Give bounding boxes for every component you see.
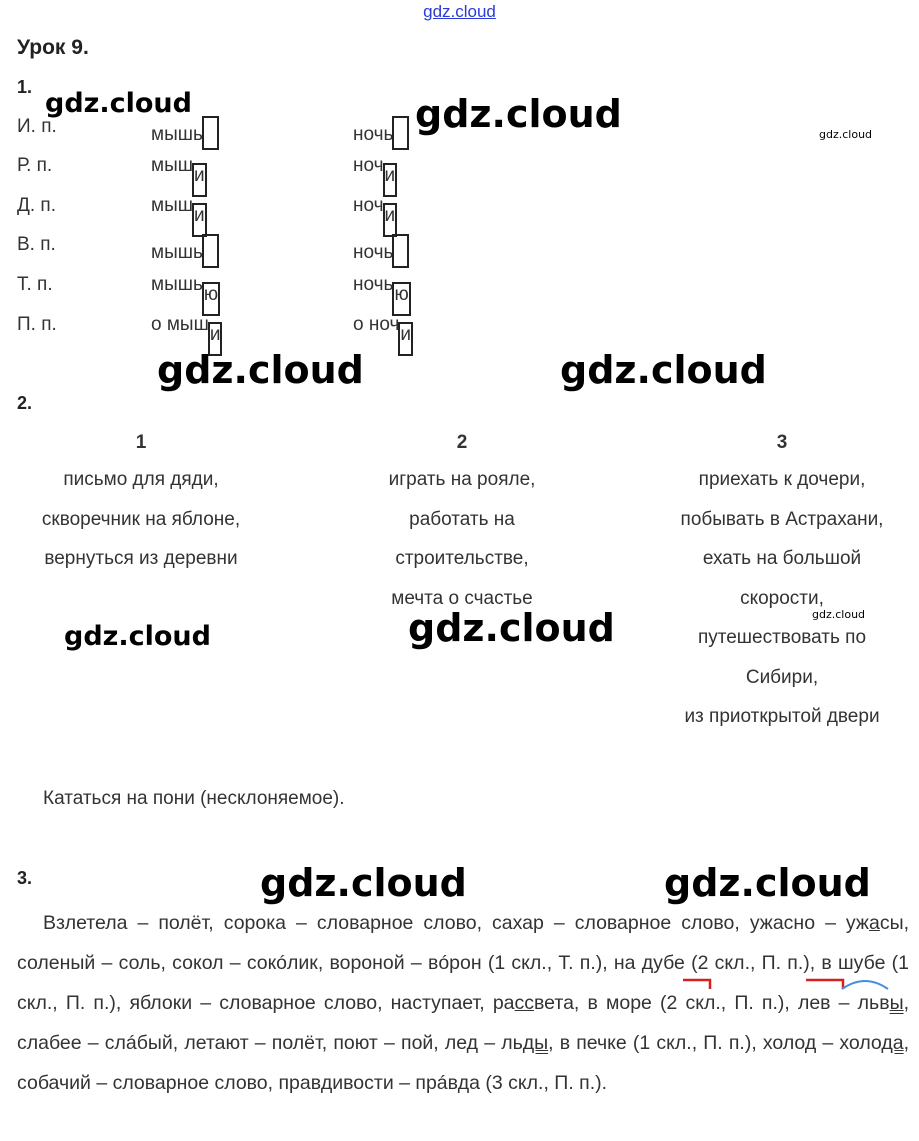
ending-box: и (192, 203, 207, 237)
ending-box: ю (202, 282, 220, 316)
prefix-mark (683, 980, 710, 989)
word-night: ночи (353, 195, 397, 237)
underlined-letter: да (881, 1032, 904, 1054)
ending-box: и (383, 203, 398, 237)
ending-box (202, 234, 219, 268)
ending-box (202, 116, 219, 150)
root-mark (842, 981, 888, 989)
task3-paragraph: Взлетела – полёт, сорока – словарное слово, сахар – словарное слово, ужасно – ужасы, соленый – соль, сокол – сокóлик, вороной – вóрон (1 скл., Т. п.), на дубе (2 скл., П. п.), в шубе (1 скл., П. п.), яблоки – словарное слово, наступает, рассвета, в море (2 скл., П. п.), лев – львы, слабее – слáбый, летают – полёт, поют – пой, лед – льды, в печке (1 скл., П. п.), холод – холода, собачий – словарное слово, правдивости – прáвда (3 скл., П. п.). (17, 912, 909, 1094)
ending-box (392, 116, 409, 150)
watermark: gdz.cloud (260, 861, 467, 905)
word-mouse: мыши (151, 195, 207, 237)
case-label: Т. п. (17, 274, 53, 295)
watermark: gdz.cloud (819, 128, 873, 141)
word-night: ночь (353, 234, 409, 268)
underlined-letter: ы (889, 992, 904, 1014)
word-mouse: о мыши (151, 314, 222, 356)
ending-box: и (192, 163, 207, 197)
case-label: В. п. (17, 234, 56, 255)
phrase: ехать на большой (702, 548, 862, 569)
prefix-mark (806, 980, 843, 989)
phrase: путешествовать по (697, 627, 867, 648)
word-night: ночи (353, 155, 397, 197)
watermark: gdz.cloud (408, 606, 615, 650)
watermark: gdz.cloud (64, 621, 211, 652)
phrase: побывать в Астрахани, (680, 508, 884, 530)
word-mouse: мыши (151, 155, 207, 197)
ending-box: ю (392, 282, 410, 316)
phrase: приехать к дочери, (698, 469, 866, 490)
word-mouse: мышь (151, 234, 219, 268)
ending-box (392, 234, 409, 268)
phrase: скорости, (740, 587, 824, 609)
phrase: из приоткрытой двери (684, 706, 880, 727)
case-label: П. п. (17, 314, 57, 335)
task2-number: 2. (17, 393, 33, 413)
word-mouse: мышь (151, 116, 219, 150)
lesson-title: Урок 9. (17, 36, 89, 59)
phrase: играть на рояле, (388, 469, 536, 490)
phrase: мечта о счастье (391, 587, 533, 609)
column-declension-2 (322, 432, 602, 628)
underlined-letter: а (868, 912, 880, 934)
phrase: вернуться из деревни (44, 548, 238, 569)
watermark: gdz.cloud (812, 608, 866, 621)
phrase: работать на (409, 508, 515, 530)
case-label: И. п. (17, 116, 57, 137)
word-night: о ночи (353, 314, 413, 356)
word-mouse: мышью (151, 274, 220, 316)
task1-number: 1. (17, 77, 33, 97)
watermark: gdz.cloud (45, 88, 192, 119)
column-head: 2 (456, 432, 468, 453)
underlined-letter: сс (514, 992, 535, 1014)
case-label: Д. п. (17, 195, 56, 216)
word-night: ночью (353, 274, 411, 316)
column-declension-3 (644, 432, 919, 747)
watermark: gdz.cloud (415, 92, 622, 136)
column-declension-1 (0, 432, 282, 589)
watermark: gdz.cloud (157, 348, 364, 392)
case-label: Р. п. (17, 155, 53, 176)
morpheme-marks (680, 975, 919, 995)
watermark: gdz.cloud (664, 861, 871, 905)
site-header-link[interactable]: gdz.cloud (423, 2, 496, 21)
ending-box: и (208, 322, 223, 356)
underlined-letter: ды (522, 1032, 549, 1054)
phrase: Сибири, (745, 666, 819, 688)
phrase: строительстве, (395, 548, 529, 569)
watermark: gdz.cloud (560, 348, 767, 392)
phrase: скворечник на яблоне, (41, 508, 241, 530)
word-night: ночь (353, 116, 409, 150)
phrase: письмо для дяди, (63, 469, 219, 490)
ending-box: и (383, 163, 398, 197)
task3-number: 3. (17, 868, 33, 888)
ending-box: и (398, 322, 413, 356)
column-head: 1 (135, 432, 147, 453)
column-head: 3 (776, 432, 788, 453)
indeclinable-note: Кататься на пони (несклоняемое). (43, 788, 345, 809)
